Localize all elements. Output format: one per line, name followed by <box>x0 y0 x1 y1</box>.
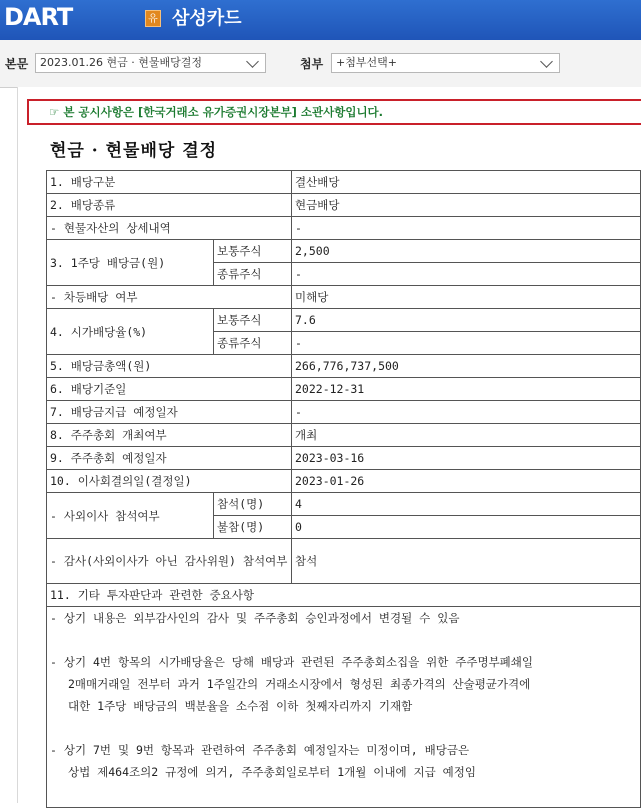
row-label: 2. 배당종류 <box>47 194 292 217</box>
row-sublabel: 보통주식 <box>214 309 292 332</box>
row-sublabel: 보통주식 <box>214 240 292 263</box>
row-label: 5. 배당금총액(원) <box>47 355 292 378</box>
page-title: 현금 · 현물배당 결정 <box>50 141 218 161</box>
top-header <box>0 0 641 40</box>
table-row <box>47 493 641 516</box>
row-label: - 사외이사 참석여부 <box>47 493 214 539</box>
row-label: - 감사(사외이사가 아닌 감사위원) 참석여부 <box>47 539 292 584</box>
row-value: 4 <box>292 493 641 516</box>
main-doc-select[interactable] <box>35 53 266 73</box>
row-value: 0 <box>292 516 641 539</box>
row-value: 2,500 <box>292 240 641 263</box>
note-line: 상법 제464조의2 규정에 의거, 주주총회일로부터 1개월 이내에 지급 예정임 <box>68 765 476 779</box>
row-label: 7. 배당금지급 예정일자 <box>47 401 292 424</box>
document-toolbar <box>0 40 641 88</box>
row-value: 개최 <box>292 424 641 447</box>
row-value: 2023-01-26 <box>292 470 641 493</box>
logo-text: DART <box>4 3 73 31</box>
table-row <box>47 217 641 240</box>
row-value: - <box>292 263 641 286</box>
attachment-label: 첨부 <box>300 57 324 71</box>
note-line <box>50 717 637 739</box>
row-label: 11. 기타 투자판단과 관련한 중요사항 <box>47 584 641 607</box>
row-value: 참석 <box>292 539 641 584</box>
row-value: 미해당 <box>292 286 641 309</box>
corp-type-icon: 유 <box>145 10 161 27</box>
table-row <box>47 607 641 808</box>
company-name: 삼성카드 <box>172 8 242 29</box>
table-row <box>47 286 641 309</box>
row-sublabel: 불참(명) <box>214 516 292 539</box>
main-doc-label: 본문 <box>5 57 29 71</box>
note-line: - 상기 내용은 외부감사인의 감사 및 주주총회 승인과정에서 변경될 수 있음 <box>50 611 460 625</box>
table-row <box>47 378 641 401</box>
table-row <box>47 355 641 378</box>
note-line: 대한 1주당 배당금의 백분율을 소수점 이하 첫째자리까지 기재함 <box>68 699 413 713</box>
dart-logo[interactable] <box>4 2 72 32</box>
row-label: - 현물자산의 상세내역 <box>47 217 292 240</box>
table-row <box>47 194 641 217</box>
row-label: 4. 시가배당율(%) <box>47 309 214 355</box>
table-row <box>47 424 641 447</box>
note-line: 2매매거래일 전부터 과거 1주일간의 거래소시장에서 형성된 최종가격의 산술평균가격에 <box>68 677 531 691</box>
note-line: - 상기 7번 및 9번 항목과 관련하여 주주총회 예정일자는 미정이며, 배당금은 <box>50 743 470 757</box>
chevron-down-icon <box>540 55 553 68</box>
row-value: 현금배당 <box>292 194 641 217</box>
table-row <box>47 401 641 424</box>
attachment-select[interactable] <box>331 53 560 73</box>
row-value: - <box>292 332 641 355</box>
attachment-select-value: +첨부선택+ <box>336 56 397 69</box>
row-label: 6. 배당기준일 <box>47 378 292 401</box>
row-label: 3. 1주당 배당금(원) <box>47 240 214 286</box>
notes-cell <box>47 607 641 808</box>
row-label: - 차등배당 여부 <box>47 286 292 309</box>
row-value: 7.6 <box>292 309 641 332</box>
row-label: 1. 배당구분 <box>47 171 292 194</box>
row-sublabel: 종류주식 <box>214 332 292 355</box>
note-line <box>50 629 637 651</box>
row-value: 266,776,737,500 <box>292 355 641 378</box>
row-sublabel: 종류주식 <box>214 263 292 286</box>
row-value: 결산배당 <box>292 171 641 194</box>
row-label: 9. 주주총회 예정일자 <box>47 447 292 470</box>
table-row <box>47 539 641 584</box>
row-label: 10. 이사회결의일(결정일) <box>47 470 292 493</box>
dividend-table <box>46 170 641 808</box>
row-value: - <box>292 217 641 240</box>
row-sublabel: 참석(명) <box>214 493 292 516</box>
table-row <box>47 447 641 470</box>
row-value: 2023-03-16 <box>292 447 641 470</box>
row-value: 2022-12-31 <box>292 378 641 401</box>
table-row <box>47 584 641 607</box>
jurisdiction-notice: ☞ 본 공시사항은 [한국거래소 유가증권시장본부] 소관사항입니다. <box>27 99 641 125</box>
row-label: 8. 주주총회 개최여부 <box>47 424 292 447</box>
main-doc-select-value: 2023.01.26 현금 · 현물배당결정 <box>40 56 202 69</box>
table-row <box>47 309 641 332</box>
table-row <box>47 171 641 194</box>
table-row <box>47 470 641 493</box>
chevron-down-icon <box>246 55 259 68</box>
table-row <box>47 240 641 263</box>
note-line: - 상기 4번 항목의 시가배당율은 당해 배당과 관련된 주주총회소집을 위한 주주명부폐쇄일 <box>50 655 534 669</box>
row-value: - <box>292 401 641 424</box>
